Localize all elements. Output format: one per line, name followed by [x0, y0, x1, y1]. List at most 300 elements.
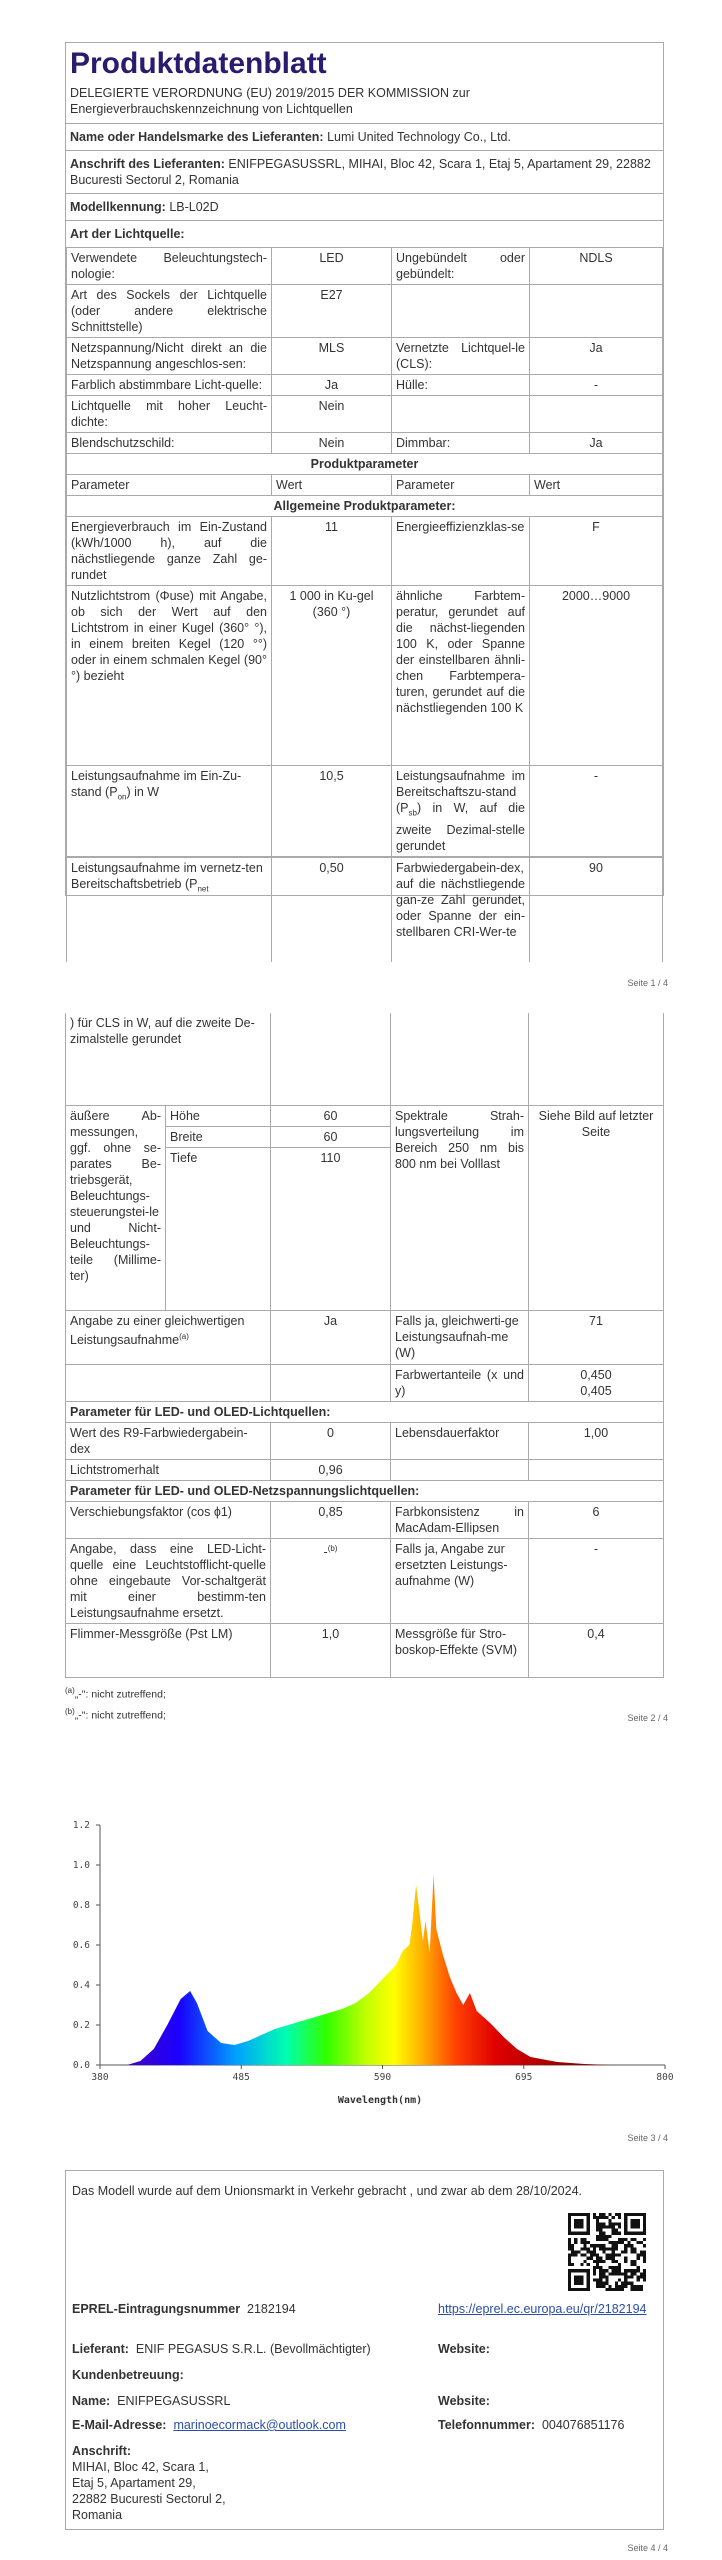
cell — [66, 1310, 271, 1364]
qr-module — [574, 2219, 577, 2222]
cell — [529, 1459, 664, 1480]
qr-module — [615, 2285, 618, 2288]
qr-module — [574, 2238, 577, 2241]
qr-module — [643, 2238, 646, 2241]
qr-module — [580, 2254, 583, 2257]
qr-module — [568, 2219, 571, 2222]
qr-module — [634, 2288, 637, 2291]
qr-module — [587, 2232, 590, 2235]
qr-module — [599, 2225, 602, 2228]
phone-label: Telefonnummer: — [438, 2418, 535, 2432]
qr-module — [568, 2272, 571, 2275]
qr-module — [612, 2244, 615, 2247]
qr-module — [574, 2254, 577, 2257]
cell: 1,0 — [271, 1623, 391, 1677]
qr-module — [618, 2254, 621, 2257]
qr-module — [568, 2275, 571, 2278]
supplier-name-label: Name oder Handelsmarke des Lieferanten: — [70, 130, 324, 144]
cell: Ja — [530, 433, 663, 454]
qr-module — [624, 2250, 627, 2253]
cell — [392, 766, 530, 857]
qr-module — [627, 2232, 630, 2235]
qr-module — [612, 2266, 615, 2269]
qr-module — [612, 2225, 615, 2228]
table-row — [66, 1364, 664, 1401]
supplier-row — [72, 2341, 371, 2357]
qr-module — [634, 2247, 637, 2250]
cell: Nutzlichtstrom (Φuse) mit Angabe, ob sich der Wert auf den Lichtstrom in einer Kugel (360° °), in einem breiten Kegel (120 °°) oder in einem schmalen Kegel (90° °) bezieht — [67, 586, 272, 766]
qr-module — [587, 2225, 590, 2228]
qr-module — [605, 2288, 608, 2291]
qr-module — [630, 2225, 633, 2228]
qr-module — [587, 2229, 590, 2232]
qr-module — [574, 2250, 577, 2253]
col-param-header: Parameter — [392, 475, 530, 496]
qr-module — [630, 2285, 633, 2288]
service-label: Kundenbetreuung: — [72, 2368, 184, 2382]
qr-module — [596, 2260, 599, 2263]
cell: 1,00 — [529, 1422, 664, 1459]
qr-module — [612, 2241, 615, 2244]
qr-module — [609, 2266, 612, 2269]
eprel-link[interactable]: https://eprel.ec.europa.eu/qr/2182194 — [438, 2302, 647, 2316]
x-tick-label: 485 — [232, 2072, 250, 2083]
dim-name: Höhe — [166, 1105, 271, 1126]
qr-module — [571, 2247, 574, 2250]
qr-module — [587, 2257, 590, 2260]
dim-name: Breite — [166, 1126, 271, 1147]
qr-module — [568, 2269, 571, 2272]
mains-params-title: Parameter für LED- und OLED-Netzspannungslichtquellen: — [66, 1480, 664, 1501]
cell: Flimmer-Messgröße (Pst LM) — [66, 1623, 271, 1677]
qr-module — [596, 2285, 599, 2288]
qr-module — [609, 2288, 612, 2291]
cell: Farbwiedergabein-dex, auf die nächstliegende gan-ze Zahl gerundet, oder Spanne der ein-stellbaren CRI-Wer-te — [392, 857, 530, 962]
qr-module — [643, 2216, 646, 2219]
qr-module — [587, 2269, 590, 2272]
qr-module — [609, 2241, 612, 2244]
chroma-x: 0,450 — [580, 1367, 612, 1382]
qr-module — [627, 2282, 630, 2285]
qr-module — [634, 2219, 637, 2222]
qr-module — [577, 2250, 580, 2253]
cell: LED — [272, 248, 392, 285]
standby-tail: ) in W, auf die zweite Dezimal-stelle gerundet — [396, 801, 525, 853]
market-text: Das Modell wurde auf dem Unionsmarkt in Verkehr gebracht , und zwar ab dem 28/10/2024. — [72, 2184, 582, 2198]
qr-module — [574, 2275, 577, 2278]
website-label: Website: — [438, 2342, 490, 2356]
qr-module — [630, 2232, 633, 2235]
qr-module — [602, 2269, 605, 2272]
cell: 1 000 in Ku-gel (360 °) — [272, 586, 392, 766]
qr-code-icon[interactable] — [568, 2213, 646, 2291]
qr-module — [609, 2247, 612, 2250]
datasheet-frame — [65, 42, 664, 939]
qr-module — [609, 2272, 612, 2275]
qr-module — [580, 2238, 583, 2241]
qr-module — [571, 2254, 574, 2257]
qr-module — [599, 2260, 602, 2263]
qr-module — [618, 2241, 621, 2244]
qr-module — [609, 2225, 612, 2228]
qr-module — [643, 2222, 646, 2225]
qr-module — [630, 2247, 633, 2250]
cell: - — [530, 375, 663, 396]
qr-module — [624, 2275, 627, 2278]
supplier-value: ENIF PEGASUS S.R.L. (Bevollmächtigter) — [135, 2342, 371, 2356]
regulation-subtitle: DELEGIERTE VERORDNUNG (EU) 2019/2015 DER KOMMISSION zur Energieverbrauchskennzeichnung von Lichtquellen — [66, 83, 663, 124]
cell: NDLS — [530, 248, 663, 285]
qr-module — [609, 2222, 612, 2225]
qr-module — [587, 2219, 590, 2222]
qr-module — [584, 2288, 587, 2291]
cell: Angabe, dass eine LED-Licht-quelle eine Leuchtstofflicht-quelle ohne eingebaute Vor-schaltgerät mit einer bestimm-ten Leistungsaufnahme ersetzt. — [66, 1538, 271, 1623]
spectrum-area — [100, 1875, 665, 2065]
cell — [392, 396, 530, 433]
qr-module — [612, 2288, 615, 2291]
table-row — [67, 375, 663, 396]
qr-module — [634, 2269, 637, 2272]
cell: 0,50 — [272, 857, 392, 962]
qr-module — [602, 2216, 605, 2219]
qr-module — [602, 2244, 605, 2247]
qr-module — [618, 2269, 621, 2272]
x-tick-label: 380 — [91, 2072, 109, 2083]
qr-module — [624, 2279, 627, 2282]
qr-module — [584, 2247, 587, 2250]
address-block — [72, 2443, 226, 2523]
table-row — [66, 1480, 664, 1501]
qr-module — [587, 2247, 590, 2250]
qr-module — [630, 2269, 633, 2272]
cell: Nein — [272, 433, 392, 454]
y-tick-label: 1.0 — [72, 1860, 90, 1871]
qr-module — [602, 2222, 605, 2225]
equiv-label: Angabe zu einer gleichwertigen Leistungsaufnahme — [70, 1313, 245, 1347]
table-row — [66, 1310, 664, 1364]
qr-module — [643, 2225, 646, 2228]
y-tick-label: 0.4 — [72, 1980, 90, 1991]
cell: Netzspannung/Nicht direkt an die Netzspannung angeschlos-sen: — [67, 338, 272, 375]
qr-module — [643, 2260, 646, 2263]
footnote-b — [65, 1705, 664, 1723]
qr-module — [630, 2260, 633, 2263]
cell: Farbwertanteile (x und y) — [391, 1364, 529, 1401]
cell: Verschiebungsfaktor (cos ϕ1) — [66, 1501, 271, 1538]
qr-module — [605, 2269, 608, 2272]
net-standby-label: Leistungsaufnahme im vernetz-ten Bereitschaftsbetrieb (P — [71, 860, 263, 891]
qr-module — [599, 2229, 602, 2232]
qr-module — [615, 2254, 618, 2257]
qr-module — [580, 2213, 583, 2216]
qr-module — [580, 2241, 583, 2244]
standby-sub: sb — [408, 808, 417, 818]
cell: Blendschutzschild: — [67, 433, 272, 454]
qr-module — [580, 2225, 583, 2228]
page2-frame — [65, 1013, 664, 1723]
x-tick-label: 590 — [373, 2072, 392, 2083]
footnote-a-mark: (a) — [65, 1685, 75, 1695]
qr-module — [577, 2213, 580, 2216]
qr-module — [577, 2219, 580, 2222]
x-tick-label: 800 — [656, 2072, 674, 2083]
qr-module — [599, 2272, 602, 2275]
qr-module — [624, 2260, 627, 2263]
qr-module — [602, 2213, 605, 2216]
table-row — [66, 1422, 664, 1459]
qr-module — [602, 2247, 605, 2250]
qr-module — [580, 2232, 583, 2235]
qr-module — [627, 2275, 630, 2278]
qr-module — [599, 2285, 602, 2288]
qr-module — [602, 2272, 605, 2275]
qr-module — [571, 2213, 574, 2216]
qr-module — [602, 2282, 605, 2285]
qr-module — [637, 2288, 640, 2291]
qr-module — [599, 2235, 602, 2238]
qr-module — [624, 2247, 627, 2250]
qr-module — [640, 2288, 643, 2291]
qr-module — [615, 2269, 618, 2272]
y-tick-label: 1.2 — [72, 1820, 90, 1831]
col-param-header: Parameter — [67, 475, 272, 496]
qr-module — [590, 2254, 593, 2257]
table-row — [66, 1459, 664, 1480]
qr-module — [630, 2263, 633, 2266]
qr-module — [621, 2272, 624, 2275]
qr-module — [612, 2257, 615, 2260]
qr-module — [637, 2219, 640, 2222]
qr-module — [637, 2213, 640, 2216]
light-source-label: Art der Lichtquelle: — [70, 227, 185, 241]
qr-module — [640, 2275, 643, 2278]
qr-module — [599, 2257, 602, 2260]
x-axis-label: Wavelength(nm) — [337, 2095, 423, 2106]
dim-value: 110 — [271, 1148, 391, 1310]
qr-module — [568, 2279, 571, 2282]
qr-module — [615, 2288, 618, 2291]
cell: Falls ja, gleichwerti-ge Leistungsaufnah-me (W) — [391, 1310, 529, 1364]
qr-module — [618, 2263, 621, 2266]
net-standby-sub: net — [197, 884, 209, 893]
qr-module — [637, 2266, 640, 2269]
qr-module — [627, 2244, 630, 2247]
light-source-row — [66, 221, 663, 247]
qr-module — [643, 2229, 646, 2232]
cell: 90 — [530, 857, 663, 962]
qr-module — [587, 2263, 590, 2266]
footnote-a-text: „-": nicht zutreffend; — [74, 1688, 166, 1700]
qr-module — [568, 2254, 571, 2257]
cell: - — [529, 1538, 664, 1623]
col-value-header: Wert — [272, 475, 392, 496]
qr-module — [640, 2272, 643, 2275]
supplier-address-row — [66, 151, 663, 194]
table-row — [66, 1401, 664, 1422]
qr-module — [643, 2213, 646, 2216]
qr-module — [587, 2241, 590, 2244]
qr-module — [599, 2216, 602, 2219]
equiv-note: (a) — [179, 1331, 189, 1341]
qr-module — [596, 2244, 599, 2247]
y-tick-label: 0.0 — [72, 2060, 90, 2071]
qr-module — [630, 2222, 633, 2225]
dim-name: Tiefe — [166, 1148, 271, 1310]
cell: ) für CLS in W, auf die zweite De-zimalstelle gerundet — [66, 1013, 271, 1105]
name-value: ENIFPEGASUSSRL — [117, 2394, 231, 2408]
qr-module — [634, 2213, 637, 2216]
table-row — [67, 433, 663, 454]
qr-module — [568, 2232, 571, 2235]
model-id: LB-L02D — [169, 200, 219, 214]
qr-module — [618, 2213, 621, 2216]
cell: Nein — [272, 396, 392, 433]
col-value-header: Wert — [530, 475, 663, 496]
table-row — [67, 338, 663, 375]
qr-module — [593, 2213, 596, 2216]
qr-module — [621, 2250, 624, 2253]
address-label: Anschrift: — [72, 2444, 132, 2458]
qr-module — [615, 2222, 618, 2225]
qr-module — [568, 2244, 571, 2247]
qr-module — [618, 2232, 621, 2235]
email-link[interactable]: marinoecormack@outlook.com — [173, 2418, 346, 2432]
qr-module — [609, 2219, 612, 2222]
qr-module — [590, 2250, 593, 2253]
qr-module — [568, 2229, 571, 2232]
qr-module — [596, 2257, 599, 2260]
page-number: Seite 3 / 4 — [627, 2133, 668, 2143]
qr-module — [624, 2244, 627, 2247]
cell — [529, 1364, 664, 1401]
qr-module — [637, 2279, 640, 2282]
qr-module — [605, 2235, 608, 2238]
y-tick-label: 0.8 — [72, 1900, 90, 1911]
qr-module — [577, 2269, 580, 2272]
table-row — [67, 496, 663, 517]
qr-module — [574, 2288, 577, 2291]
qr-module — [580, 2222, 583, 2225]
table-row — [67, 766, 663, 857]
cell — [391, 1013, 529, 1105]
qr-module — [587, 2213, 590, 2216]
qr-module — [630, 2238, 633, 2241]
qr-module — [643, 2275, 646, 2278]
supplier-address: ENIFPEGASUSSRL, MIHAI, Bloc 42, Scara 1, Etaj 5, Apartament 29, 22882 Bucuresti Sectorul 2, Romania — [70, 157, 651, 187]
table-row — [67, 586, 663, 766]
qr-module — [618, 2222, 621, 2225]
table-row — [67, 248, 663, 285]
cell: Farblich abstimmbare Licht-quelle: — [67, 375, 272, 396]
qr-module — [630, 2250, 633, 2253]
table-row — [66, 1623, 664, 1677]
qr-module — [630, 2275, 633, 2278]
qr-module — [577, 2279, 580, 2282]
qr-module — [643, 2244, 646, 2247]
qr-module — [609, 2254, 612, 2257]
qr-module — [571, 2269, 574, 2272]
qr-module — [624, 2216, 627, 2219]
cell: Ungebündelt oder gebündelt: — [392, 248, 530, 285]
qr-module — [609, 2235, 612, 2238]
power-on-sub: on — [117, 792, 127, 802]
qr-module — [618, 2238, 621, 2241]
qr-module — [596, 2282, 599, 2285]
qr-module — [640, 2250, 643, 2253]
qr-module — [612, 2232, 615, 2235]
cell: Energieverbrauch im Ein-Zustand (kWh/1000 h), auf die nächstliegende ganze Zahl ge-rundet — [67, 517, 272, 586]
qr-module — [605, 2216, 608, 2219]
qr-module — [584, 2260, 587, 2263]
qr-module — [643, 2250, 646, 2253]
general-params-title: Allgemeine Produktparameter: — [67, 496, 663, 517]
qr-module — [577, 2275, 580, 2278]
supplier-name: Lumi United Technology Co., Ltd. — [327, 130, 511, 144]
page-3 — [0, 1730, 722, 2150]
qr-module — [634, 2238, 637, 2241]
page-4 — [0, 2150, 722, 2560]
qr-module — [634, 2225, 637, 2228]
qr-module — [634, 2250, 637, 2253]
qr-module — [596, 2219, 599, 2222]
qr-module — [624, 2219, 627, 2222]
qr-module — [593, 2272, 596, 2275]
qr-module — [605, 2275, 608, 2278]
qr-module — [593, 2216, 596, 2219]
qr-module — [643, 2219, 646, 2222]
qr-module — [643, 2269, 646, 2272]
page2-table — [65, 1013, 664, 1678]
qr-module — [615, 2260, 618, 2263]
website2-label: Website: — [438, 2394, 490, 2408]
cell: Messgröße für Stro-boskop-Effekte (SVM) — [391, 1623, 529, 1677]
qr-module — [574, 2225, 577, 2228]
qr-module — [574, 2279, 577, 2282]
qr-module — [587, 2222, 590, 2225]
qr-module — [618, 2272, 621, 2275]
qr-module — [584, 2269, 587, 2272]
qr-module — [590, 2257, 593, 2260]
qr-module — [621, 2238, 624, 2241]
table-row — [66, 1538, 664, 1623]
qr-module — [602, 2250, 605, 2253]
qr-module — [618, 2279, 621, 2282]
qr-module — [624, 2222, 627, 2225]
qr-module — [574, 2241, 577, 2244]
qr-module — [596, 2238, 599, 2241]
cell: Ja — [530, 338, 663, 375]
qr-module — [615, 2247, 618, 2250]
qr-module — [602, 2238, 605, 2241]
dim-value: 60 — [271, 1126, 391, 1147]
qr-module — [624, 2213, 627, 2216]
qr-module — [605, 2247, 608, 2250]
qr-module — [596, 2263, 599, 2266]
table-row — [67, 857, 663, 962]
qr-module — [630, 2244, 633, 2247]
cell — [391, 1459, 529, 1480]
qr-module — [571, 2288, 574, 2291]
qr-module — [630, 2288, 633, 2291]
qr-module — [637, 2269, 640, 2272]
qr-module — [568, 2216, 571, 2219]
qr-module — [587, 2282, 590, 2285]
cell — [530, 285, 663, 338]
qr-module — [621, 2288, 624, 2291]
qr-module — [612, 2222, 615, 2225]
model-row — [66, 194, 663, 221]
address-line: 22882 Bucuresti Sectorul 2, — [72, 2492, 226, 2506]
